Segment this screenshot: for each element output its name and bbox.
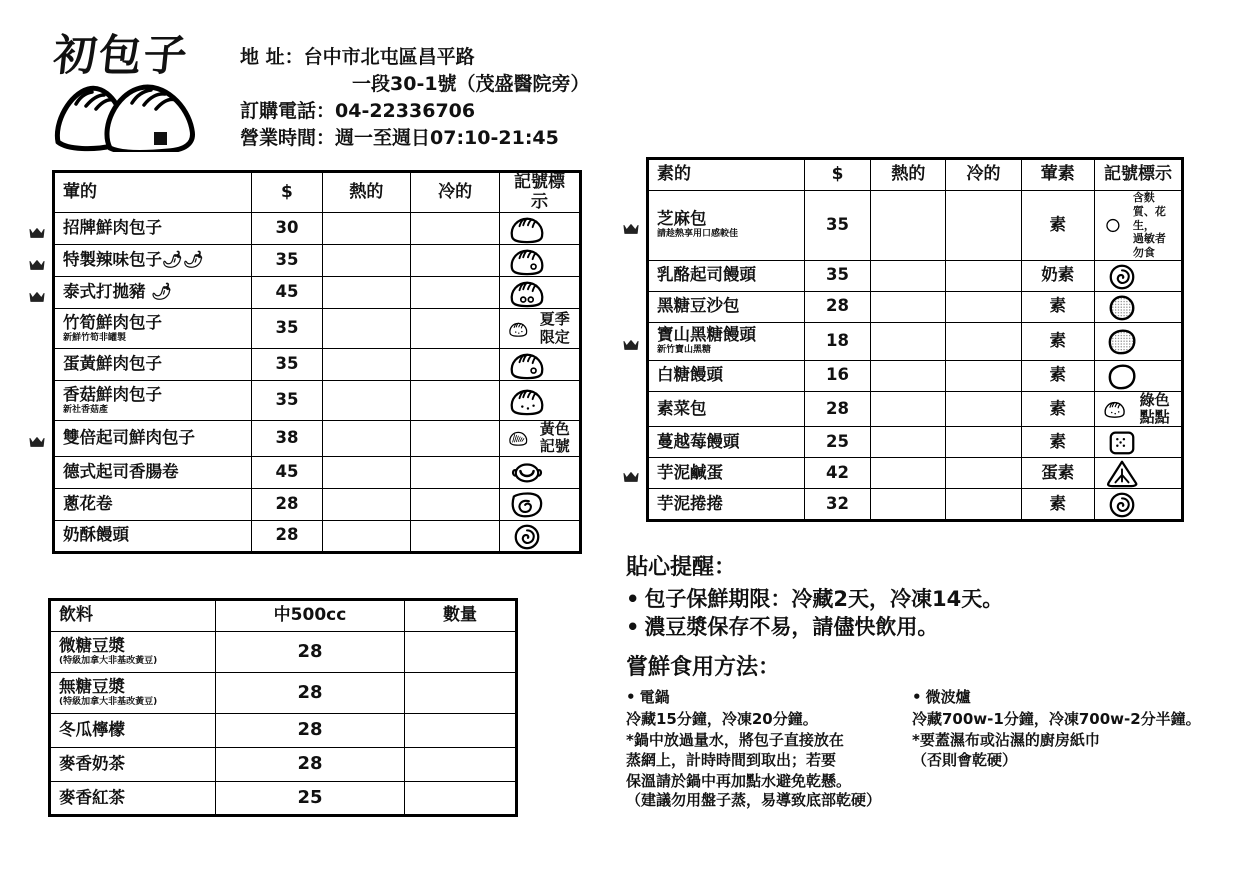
popular-crown-marker [28, 225, 46, 239]
price-cell: 35 [252, 245, 322, 277]
table-row[interactable] [648, 360, 1183, 391]
item-name-cell [50, 782, 216, 816]
round-swirl-icon [1103, 261, 1141, 291]
cold-qty-cell[interactable] [411, 277, 500, 309]
table-row[interactable] [54, 309, 581, 349]
table-row[interactable] [54, 421, 581, 457]
diet-type-cell: 素 [1021, 322, 1094, 360]
hot-qty-cell[interactable] [871, 291, 946, 322]
microwave-title: • 微波爐 [912, 686, 1235, 707]
bun-0dot-icon [508, 214, 546, 244]
phone-row [240, 98, 590, 125]
symbol-cell [1095, 489, 1183, 521]
drinks-table [48, 598, 518, 817]
symbol-cell [1095, 458, 1183, 489]
column-header: 熱的 [871, 159, 946, 191]
table-row[interactable] [50, 632, 517, 673]
hot-qty-cell[interactable] [871, 427, 946, 458]
symbol-cell [499, 309, 580, 349]
popular-crown-marker [622, 469, 640, 483]
symbol-cell [1095, 391, 1183, 427]
table-row[interactable] [50, 673, 517, 714]
hot-qty-cell[interactable] [322, 488, 411, 520]
cold-qty-cell[interactable] [946, 291, 1021, 322]
item-name-cell [648, 427, 805, 458]
item-name: 素菜包 [657, 398, 707, 418]
hot-qty-cell[interactable] [871, 458, 946, 489]
item-name: 奶酥饅頭 [63, 525, 129, 545]
crown-icon [28, 226, 46, 240]
column-header: $ [252, 172, 322, 213]
vegetarian-menu-table [646, 157, 1184, 522]
steamer-title: • 電鍋 [626, 686, 926, 707]
item-name: 乳酪起司饅頭 [657, 265, 756, 285]
hot-qty-cell[interactable] [871, 391, 946, 427]
steamer-line-1: 冷藏15分鐘，冷凍20分鐘。 [626, 710, 818, 728]
symbol-cell [499, 213, 580, 245]
item-name-cell [648, 458, 805, 489]
cold-qty-cell[interactable] [946, 191, 1021, 261]
item-name-cell [54, 488, 252, 520]
item-subnote: 新竹寶山黑糖 [657, 345, 712, 356]
price-cell: 42 [804, 458, 871, 489]
cold-qty-cell[interactable] [946, 322, 1021, 360]
meat-menu-table [52, 170, 582, 554]
item-name-cell [54, 309, 252, 349]
symbol-cell [499, 381, 580, 421]
price-cell: 35 [252, 309, 322, 349]
price-cell: 28 [804, 391, 871, 427]
hot-qty-cell[interactable] [322, 349, 411, 381]
reminder-title: 貼心提醒： [626, 555, 737, 580]
item-name: 白糖饅頭 [657, 365, 723, 385]
table-row[interactable] [648, 191, 1183, 261]
sausage-roll-icon [508, 457, 546, 487]
item-name-cell [648, 191, 805, 261]
popular-crown-marker [28, 257, 46, 271]
column-header: 葷的 [54, 172, 252, 213]
triangle-fan-icon [1103, 458, 1141, 488]
filled-oval-icon [1103, 326, 1141, 356]
symbol-cell [499, 277, 580, 309]
hot-qty-cell[interactable] [322, 309, 411, 349]
table-row[interactable] [54, 277, 581, 309]
item-name-cell [648, 391, 805, 427]
steamer-instructions [626, 686, 926, 792]
hot-qty-cell[interactable] [322, 456, 411, 488]
symbol-note: 含麩質、花生， 過敏者勿食 [1132, 191, 1166, 259]
cold-qty-cell[interactable] [411, 381, 500, 421]
column-header: 熱的 [322, 172, 411, 213]
table-row[interactable] [54, 488, 581, 520]
crown-icon [28, 258, 46, 272]
symbol-cell [1095, 322, 1183, 360]
table-row[interactable] [54, 381, 581, 421]
item-name: 香菇鮮肉包子 [63, 384, 162, 404]
column-header: 記號標示 [1095, 159, 1183, 191]
quantity-cell[interactable] [405, 782, 517, 816]
table-row[interactable] [54, 456, 581, 488]
method-title: 嘗鮮食用方法： [626, 654, 781, 680]
hot-qty-cell[interactable] [871, 191, 946, 261]
steamer-line-4: 保溫請於鍋中再加點水避免乾懸。 [626, 772, 852, 791]
table-row[interactable] [648, 427, 1183, 458]
square-swirl-icon [508, 489, 546, 519]
hot-qty-cell[interactable] [871, 322, 946, 360]
price-cell: 35 [252, 349, 322, 381]
symbol-cell [499, 245, 580, 277]
price-cell: 35 [252, 381, 322, 421]
symbol-cell [499, 349, 580, 381]
symbol-note: 綠色點點 [1139, 390, 1170, 426]
hot-qty-cell[interactable] [322, 421, 411, 457]
cold-qty-cell[interactable] [946, 489, 1021, 521]
reminder-list [626, 585, 1226, 642]
filled-circle-icon [1103, 292, 1141, 322]
column-header: 飲料 [50, 600, 216, 632]
table-header-row [648, 159, 1183, 191]
price-cell: 35 [804, 260, 871, 291]
symbol-cell [1095, 260, 1183, 291]
column-header: 葷素 [1021, 159, 1094, 191]
microwave-line-3: （否則會乾硬） [912, 751, 1018, 770]
price-cell: 30 [252, 213, 322, 245]
item-name: 泰式打拋豬 🌶 [63, 282, 173, 302]
bun-3dot-icon [1103, 394, 1126, 424]
item-name-cell [54, 520, 252, 552]
vegetarian-menu-section [646, 157, 1184, 522]
item-name: 芝麻包 [657, 209, 707, 229]
cooking-footer-note: （建議勿用盤子蒸，易導致底部乾硬） [626, 791, 882, 809]
item-name: 竹筍鮮肉包子 [63, 312, 162, 332]
item-subnote: 新社香菇產 [63, 404, 109, 415]
cold-qty-cell[interactable] [411, 213, 500, 245]
table-row[interactable] [648, 322, 1183, 360]
symbol-note: 夏季限定 [539, 310, 570, 346]
table-row[interactable] [648, 291, 1183, 322]
popular-crown-marker [28, 289, 46, 303]
diet-type-cell: 素 [1021, 391, 1094, 427]
reminder-item: • 濃豆漿保存不易，請儘快飲用。 [626, 613, 1226, 641]
item-name: 冬瓜檸檬 [59, 720, 125, 740]
diet-type-cell: 素 [1021, 191, 1094, 261]
item-name: 蔥花卷 [63, 493, 113, 513]
table-row[interactable] [54, 213, 581, 245]
column-header: 記號標示 [499, 172, 580, 213]
item-name-cell [54, 213, 252, 245]
table-row[interactable] [648, 489, 1183, 521]
bun-2dot-icon [508, 278, 546, 308]
price-cell: 28 [216, 748, 405, 782]
hot-qty-cell[interactable] [322, 381, 411, 421]
reminder-item: • 包子保鮮期限：冷藏2天，冷凍14天。 [626, 585, 1226, 613]
address-label: 地 址： [240, 46, 304, 68]
cold-qty-cell[interactable] [411, 309, 500, 349]
cold-qty-cell[interactable] [411, 488, 500, 520]
bun-3dot-icon [508, 314, 529, 344]
round-swirl-icon [1103, 489, 1141, 519]
hot-qty-cell[interactable] [871, 489, 946, 521]
hot-qty-cell[interactable] [322, 520, 411, 552]
hot-qty-cell[interactable] [322, 213, 411, 245]
item-name-cell [54, 277, 252, 309]
cold-qty-cell[interactable] [411, 520, 500, 552]
table-row[interactable] [54, 349, 581, 381]
diet-type-cell: 奶素 [1021, 260, 1094, 291]
item-subnote: (特級加拿大非基改黃豆) [59, 656, 158, 667]
price-cell: 28 [804, 291, 871, 322]
table-header-row [54, 172, 581, 213]
address-row [240, 44, 590, 71]
symbol-cell [499, 488, 580, 520]
steamer-line-3: 蒸網上，計時時間到取出；若要 [626, 751, 837, 770]
item-name-cell [54, 245, 252, 277]
item-name: 寶山黑糖饅頭 [657, 325, 756, 345]
price-cell: 28 [252, 520, 322, 552]
quantity-cell[interactable] [405, 714, 517, 748]
cold-qty-cell[interactable] [946, 360, 1021, 391]
shop-contact [240, 44, 590, 152]
item-name: 芋泥鹹蛋 [657, 462, 723, 482]
crown-icon [622, 338, 640, 352]
item-name-cell [50, 714, 216, 748]
table-row[interactable] [54, 245, 581, 277]
item-name: 麥香紅茶 [59, 787, 125, 807]
item-name: 蔓越莓饅頭 [657, 431, 740, 451]
symbol-cell [1095, 291, 1183, 322]
crown-icon [622, 470, 640, 484]
item-name-cell [54, 456, 252, 488]
bun-hatch-icon [508, 423, 529, 453]
price-cell: 16 [804, 360, 871, 391]
column-header: 數量 [405, 600, 517, 632]
dotted-square-icon [1103, 427, 1141, 457]
microwave-line-1: 冷藏700w-1分鐘，冷凍700w-2分半鐘。 [912, 710, 1201, 728]
hot-qty-cell[interactable] [322, 277, 411, 309]
hot-qty-cell[interactable] [871, 260, 946, 291]
diet-type-cell: 素 [1021, 427, 1094, 458]
quantity-cell[interactable] [405, 632, 517, 673]
cold-qty-cell[interactable] [946, 427, 1021, 458]
price-cell: 28 [252, 488, 322, 520]
hours-label: 營業時間： [240, 126, 336, 149]
column-header: 冷的 [411, 172, 500, 213]
bun-3dot-icon [508, 386, 546, 416]
price-cell: 25 [216, 782, 405, 816]
popular-crown-marker [28, 434, 46, 448]
item-name-cell [54, 349, 252, 381]
symbol-cell [1095, 360, 1183, 391]
hours-row [240, 125, 590, 152]
phone-number: 04-22336706 [335, 99, 476, 122]
item-name-cell [54, 421, 252, 457]
phone-label: 訂購電話： [240, 99, 336, 122]
quantity-cell[interactable] [405, 673, 517, 714]
crown-icon [28, 290, 46, 304]
price-cell: 28 [216, 714, 405, 748]
popular-crown-marker [622, 337, 640, 351]
plain-oval-icon [1103, 361, 1141, 391]
bun-logo-icon [50, 70, 210, 152]
cold-qty-cell[interactable] [411, 245, 500, 277]
quantity-cell[interactable] [405, 748, 517, 782]
price-cell: 45 [252, 456, 322, 488]
item-name: 德式起司香腸卷 [63, 461, 179, 481]
cold-qty-cell[interactable] [946, 458, 1021, 489]
hot-qty-cell[interactable] [322, 245, 411, 277]
symbol-note: 黃色記號 [539, 420, 570, 456]
crown-icon [28, 435, 46, 449]
drinks-section [48, 598, 518, 817]
cold-qty-cell[interactable] [946, 260, 1021, 291]
diet-type-cell: 素 [1021, 360, 1094, 391]
symbol-cell [1095, 191, 1183, 261]
item-subnote: 請趁熱享用口感較佳 [657, 229, 739, 240]
price-cell: 32 [804, 489, 871, 521]
item-name: 招牌鮮肉包子 [63, 218, 162, 238]
column-header: 中500cc [216, 600, 405, 632]
item-name-cell [648, 291, 805, 322]
price-cell: 25 [804, 427, 871, 458]
item-name-cell [50, 748, 216, 782]
price-cell: 18 [804, 322, 871, 360]
item-name-cell [648, 260, 805, 291]
item-name: 雙倍起司鮮肉包子 [63, 427, 195, 447]
table-row[interactable] [50, 782, 517, 816]
table-row[interactable] [50, 748, 517, 782]
price-cell: 35 [804, 191, 871, 261]
popular-crown-marker [622, 221, 640, 235]
hours-value: 週一至週日07:10-21:45 [335, 126, 559, 149]
item-name: 微糖豆漿 [59, 636, 125, 656]
symbol-cell [1095, 427, 1183, 458]
address-line-1: 台中市北屯區昌平路 [303, 46, 475, 68]
plain-circle-icon [1103, 210, 1123, 240]
column-header: $ [804, 159, 871, 191]
item-name: 無糖豆漿 [59, 677, 125, 697]
table-header-row [50, 600, 517, 632]
symbol-cell [499, 520, 580, 552]
item-name: 黑糖豆沙包 [657, 296, 740, 316]
bun-1dot-icon [508, 246, 546, 276]
cold-qty-cell[interactable] [946, 391, 1021, 427]
item-name: 芋泥捲捲 [657, 493, 723, 513]
hot-qty-cell[interactable] [871, 360, 946, 391]
round-swirl-icon [508, 521, 546, 551]
shop-header [40, 18, 660, 153]
symbol-cell [499, 456, 580, 488]
microwave-line-2: *要蓋濕布或沾濕的廚房紙巾 [912, 730, 1100, 749]
meat-menu-section [52, 170, 582, 554]
diet-type-cell: 素 [1021, 489, 1094, 521]
table-row[interactable] [648, 458, 1183, 489]
diet-type-cell: 蛋素 [1021, 458, 1094, 489]
bun-1dot-icon [508, 350, 546, 380]
price-cell: 45 [252, 277, 322, 309]
address-line-2: 一段30-1號（茂盛醫院旁） [352, 72, 590, 95]
item-name-cell [54, 381, 252, 421]
item-name: 麥香奶茶 [59, 754, 125, 774]
table-row[interactable] [648, 391, 1183, 427]
table-row[interactable] [648, 260, 1183, 291]
cold-qty-cell[interactable] [411, 349, 500, 381]
item-name-cell [648, 360, 805, 391]
crown-icon [622, 222, 640, 236]
price-cell: 38 [252, 421, 322, 457]
item-name-cell [648, 489, 805, 521]
item-subnote: (特級加拿大非基改黃豆) [59, 697, 158, 708]
cold-qty-cell[interactable] [411, 456, 500, 488]
microwave-instructions [912, 686, 1235, 771]
symbol-cell [499, 421, 580, 457]
column-header: 素的 [648, 159, 805, 191]
shop-logo [48, 18, 213, 153]
table-row[interactable] [54, 520, 581, 552]
steamer-line-2: *鍋中放過量水，將包子直接放在 [626, 730, 844, 749]
diet-type-cell: 素 [1021, 291, 1094, 322]
cold-qty-cell[interactable] [411, 421, 500, 457]
reminder-notes [626, 550, 1226, 685]
logo-wordmark: 初包子 [51, 31, 192, 81]
item-name-cell [50, 632, 216, 673]
item-name: 特製辣味包子🌶🌶 [63, 250, 204, 270]
item-name-cell [50, 673, 216, 714]
price-cell: 28 [216, 673, 405, 714]
price-cell: 28 [216, 632, 405, 673]
item-name-cell [648, 322, 805, 360]
item-subnote: 新鮮竹筍非罐製 [63, 332, 127, 343]
table-row[interactable] [50, 714, 517, 748]
item-name: 蛋黃鮮肉包子 [63, 354, 162, 374]
column-header: 冷的 [946, 159, 1021, 191]
